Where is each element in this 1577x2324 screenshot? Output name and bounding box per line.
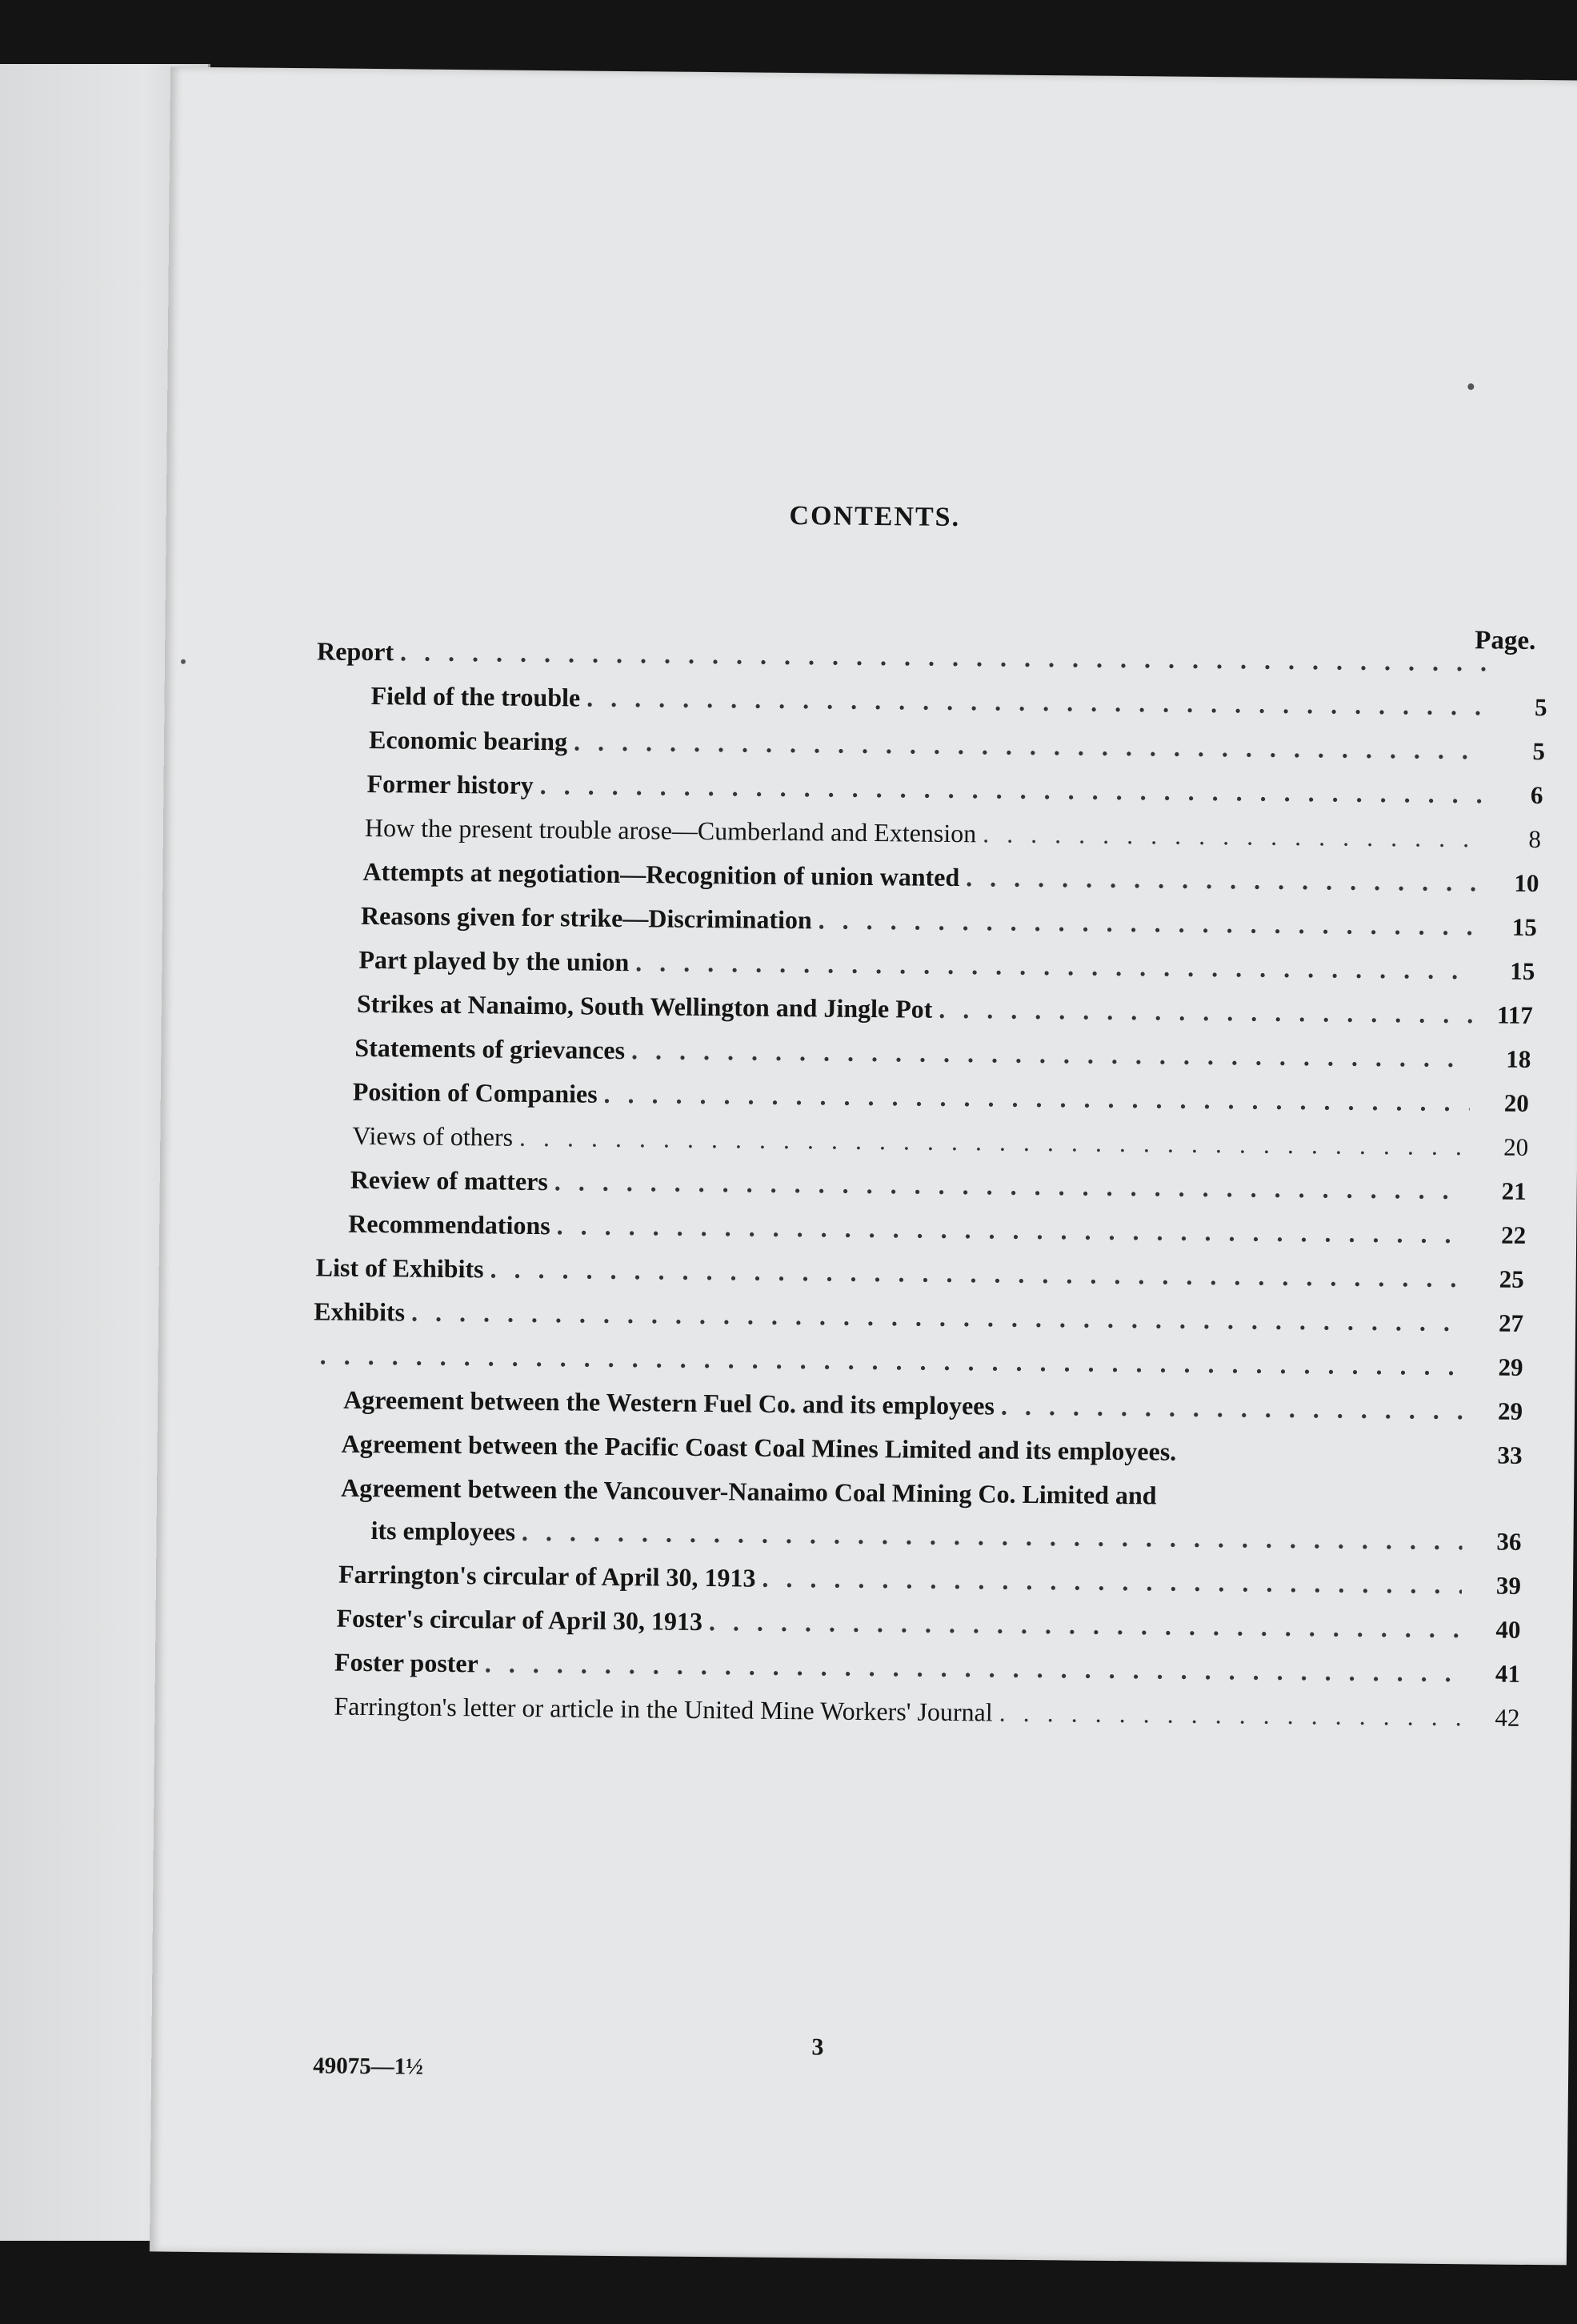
- dot-leader: [603, 1080, 1470, 1117]
- dot-leader: [819, 905, 1478, 941]
- toc-entry: Position of Companies . . . 20: [353, 1077, 1529, 1118]
- toc-entry-report: Report . . .: [317, 636, 1549, 678]
- dot-leader: [635, 948, 1475, 985]
- toc-entry: Farrington's circular of April 30, 1913 . . . 39: [338, 1560, 1521, 1601]
- dot-leader: [983, 819, 1482, 853]
- dot-leader: [709, 1607, 1462, 1644]
- dot-leader: [400, 637, 1490, 677]
- dot-leader: [485, 1649, 1462, 1688]
- toc-entry: Views of others . . . 20: [352, 1121, 1528, 1162]
- toc-entry: Foster poster . . . 41: [334, 1648, 1520, 1689]
- toc-entry: its employees . . . 36: [370, 1516, 1521, 1557]
- toc-entry: Field of the trouble . . . 5: [370, 681, 1547, 722]
- toc-entry: Review of matters . . . 21: [350, 1165, 1527, 1206]
- toc-entry: Part played by the union . . . 15: [358, 945, 1535, 986]
- dot-leader: [966, 863, 1480, 897]
- toc-entry: Reasons given for strike—Discrimination . . . 15: [361, 901, 1537, 942]
- printer-signature: 49075—1½: [313, 2053, 424, 2080]
- dot-leader: [631, 1036, 1472, 1073]
- toc-entry: Foster's circular of April 30, 1913 . . . 40: [336, 1604, 1520, 1645]
- toc-entry: . . . 29: [314, 1340, 1523, 1382]
- page-column-label: Page.: [1475, 626, 1536, 655]
- dot-leader: [586, 683, 1488, 722]
- toc-entry: Farrington's letter or article in the United Mine Workers' Journal . . . 42: [334, 1692, 1519, 1733]
- toc-entry: Attempts at negotiation—Recognition of union wanted . . . 10: [362, 857, 1539, 898]
- page-title: CONTENTS.: [789, 501, 961, 533]
- dot-leader: [554, 1167, 1467, 1205]
- dot-leader: [1001, 1392, 1464, 1426]
- dot-leader: [999, 1698, 1461, 1733]
- dot-leader: [574, 727, 1486, 765]
- toc-entry: Agreement between the Pacific Coast Coal Mines Limited and its employees. 33: [341, 1428, 1523, 1469]
- dot-leader: [557, 1211, 1467, 1249]
- toc-entry: How the present trouble arose—Cumberland and Extension . . . 8: [365, 813, 1541, 854]
- toc-entry: Recommendations . . . 22: [348, 1209, 1526, 1250]
- toc-entry: Agreement between the Vancouver-Nanaimo Coal Mining Co. Limited and: [341, 1473, 1522, 1514]
- paper-speck: [1467, 383, 1474, 390]
- toc-entry: Agreement between the Western Fuel Co. and its employees . . . 29: [343, 1385, 1523, 1426]
- dot-leader: [540, 771, 1484, 809]
- dot-leader: [1183, 1461, 1463, 1463]
- toc-entry-list-of-exhibits: List of Exhibits . . . 25: [316, 1252, 1524, 1293]
- dot-leader: [762, 1564, 1462, 1600]
- paper-speck: [181, 659, 186, 664]
- dot-leader: [939, 995, 1474, 1029]
- toc-entry: Strikes at Nanaimo, South Wellington and Jingle Pot . . . 117: [357, 989, 1533, 1030]
- toc-entry-exhibits: Exhibits . . . 27: [314, 1296, 1523, 1338]
- toc-entry: Former history . . . 6: [366, 769, 1543, 810]
- dot-leader: [490, 1254, 1464, 1293]
- dot-leader: [320, 1340, 1464, 1381]
- document-page: [150, 67, 1577, 2266]
- toc-entry: Statements of grievances . . . 18: [354, 1033, 1531, 1074]
- page-number: 3: [811, 2034, 824, 2061]
- dot-leader: [1163, 1505, 1462, 1508]
- dot-leader: [522, 1517, 1463, 1556]
- dot-leader: [411, 1298, 1464, 1338]
- toc-entry: Economic bearing . . . 5: [369, 725, 1545, 766]
- dot-leader: [519, 1123, 1470, 1161]
